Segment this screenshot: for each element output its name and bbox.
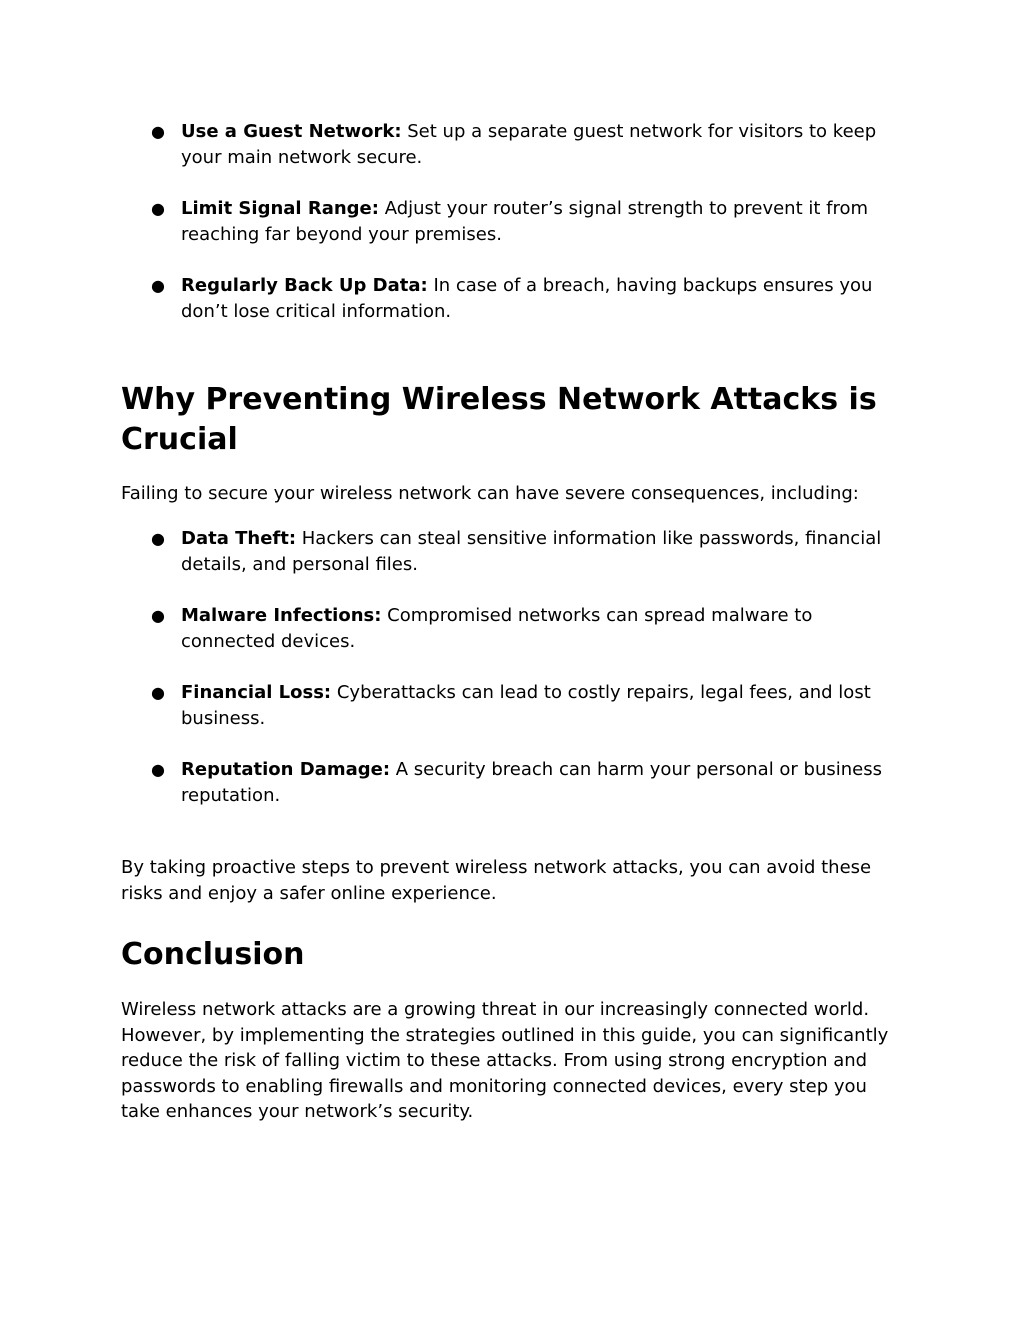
bullet-icon: ● [151,122,165,141]
item-term: Limit Signal Range: [181,197,379,219]
item-term: Malware Infections: [181,604,382,626]
consequences-list [121,526,911,808]
bullet-icon: ● [151,275,165,295]
item-term: Regularly Back Up Data: [181,274,428,296]
list-item [121,119,911,170]
list-item [121,603,911,654]
item-term: Financial Loss: [181,681,332,703]
section-closing-paragraph: By taking proactive steps to prevent wireless network attacks, you can avoid these risks and enjoy a safer online experience. [121,857,872,904]
list-item [121,757,911,808]
bullet-icon: ● [151,198,165,218]
item-text: Adjust your router’s signal strength to prevent it from reaching far beyond your premises. [181,197,869,245]
item-text: Compromised networks can spread malware to connected devices. [181,604,813,652]
item-text: Set up a separate guest network for visitors to keep your main network secure. [181,121,877,168]
bullet-icon: ● [151,605,165,625]
security-tips-list [121,119,911,324]
item-text: Hackers can steal sensitive information like passwords, financial details, and personal files. [181,528,882,575]
section-heading-conclusion: Conclusion [121,937,305,972]
bullet-icon: ● [151,682,165,702]
item-term: Reputation Damage: [181,758,391,780]
bullet-icon: ● [151,759,165,779]
item-text: Cyberattacks can lead to costly repairs, legal fees, and lost business. [181,681,871,729]
list-item [121,526,911,577]
list-item [121,273,911,324]
list-item [121,196,911,247]
list-item [121,680,911,731]
item-term: Data Theft: [181,528,297,549]
conclusion-paragraph: Wireless network attacks are a growing threat in our increasingly connected world. However, by implementing the strategies outlined in this guide, you can significantly reduce the risk of falling victim to these attacks. From using strong encryption and passwords to enabling firewalls and monitoring connected devices, every step you take enhances your network’s security. [121,999,889,1123]
item-term: Use a Guest Network: [181,121,402,142]
item-text: In case of a breach, having backups ensures you don’t lose critical information. [181,274,873,322]
item-text: A security breach can harm your personal or business reputation. [181,758,883,806]
section-intro: Failing to secure your wireless network can have severe consequences, including: [121,483,859,504]
section-heading-why: Why Preventing Wireless Network Attacks is Crucial [121,382,877,457]
bullet-icon: ● [151,529,165,548]
